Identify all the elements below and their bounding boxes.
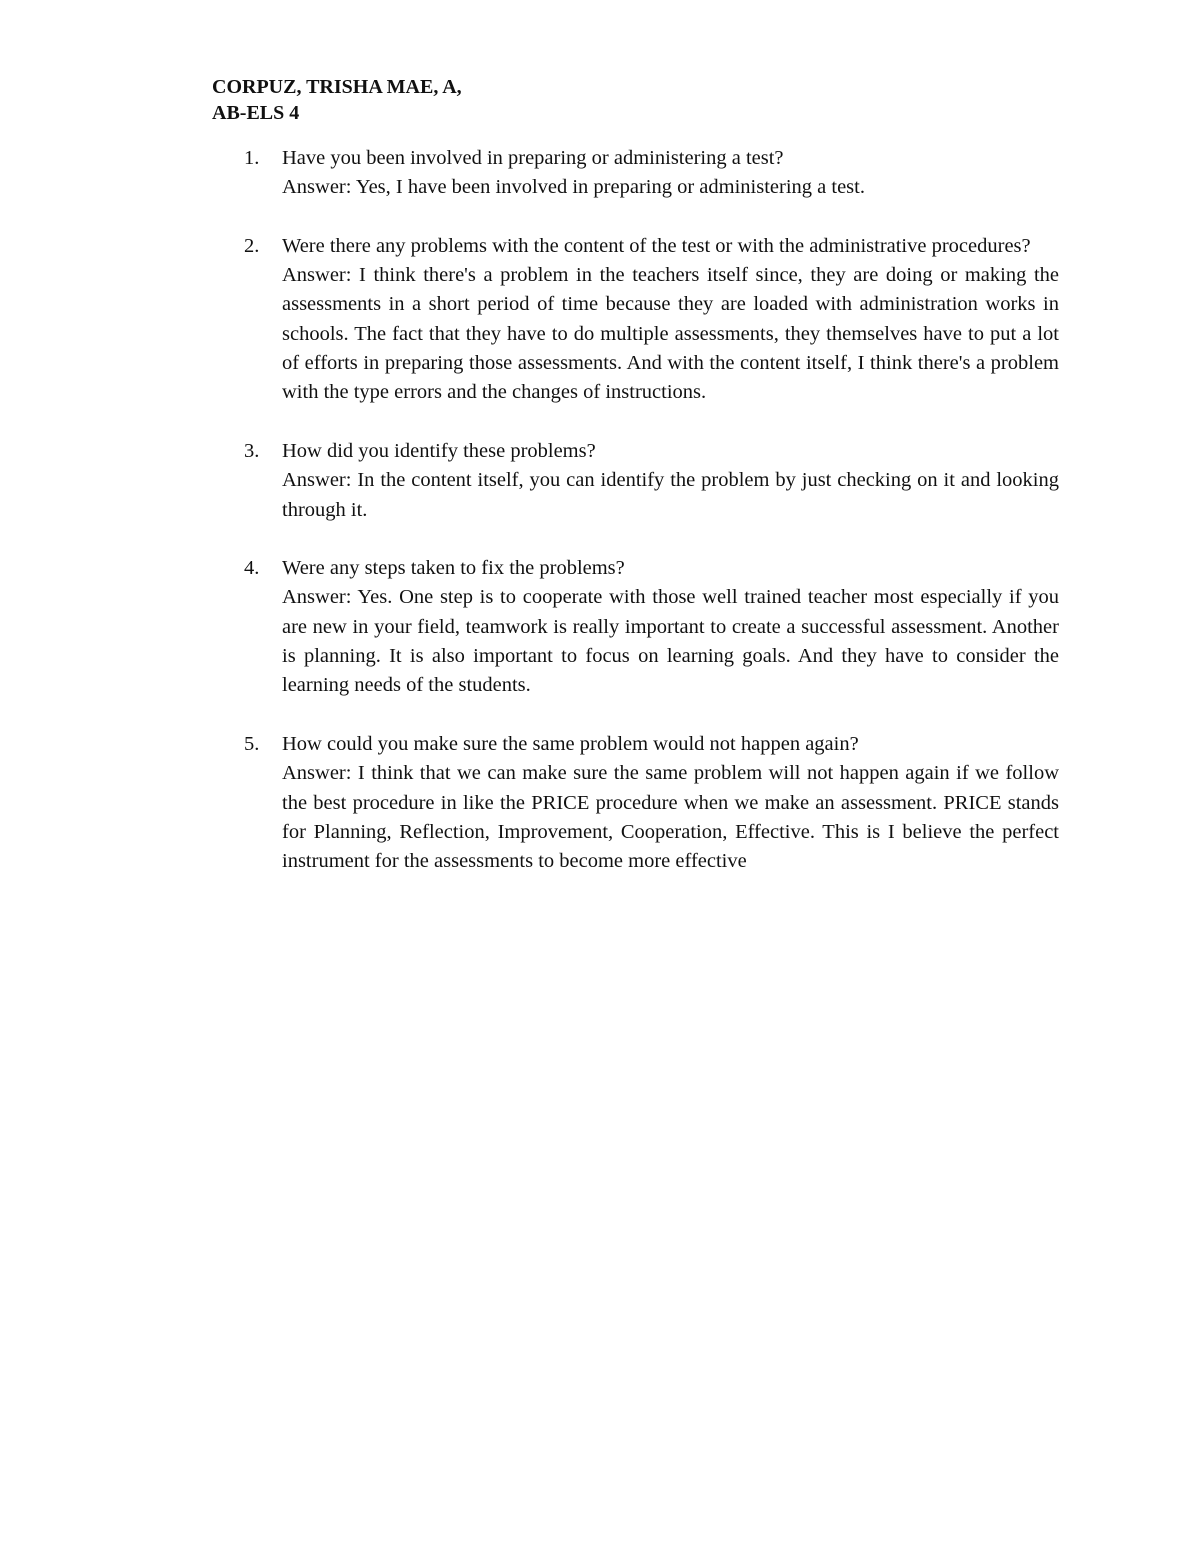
- question-text: Were there any problems with the content of the test or with the administrative procedures?: [282, 234, 1031, 257]
- question-body: [282, 437, 1059, 525]
- answer-text: Answer: Yes. One step is to cooperate with those well trained teacher most especially if you are new in your field, teamwork is really important to create a successful assessment. Another is planning. It is also important to focus on learning goals. And they have to consider the learning needs of the students.: [282, 586, 1059, 697]
- question-body: [282, 144, 1059, 203]
- question-text: How did you identify these problems?: [282, 439, 596, 462]
- question-item-1: [244, 144, 1059, 203]
- question-item-4: [244, 554, 1059, 700]
- question-body: [282, 232, 1059, 408]
- answer-text: Answer: I think there's a problem in the teachers itself since, they are doing or making the assessments in a short period of time because they are loaded with administration works in schools. The fact that they have to do multiple assessments, they themselves have to put a lot of efforts in preparing those assessments. And with the content itself, I think there's a problem with the type errors and the changes of instructions.: [282, 264, 1059, 404]
- question-item-5: [244, 730, 1059, 876]
- student-section: AB-ELS 4: [212, 102, 300, 124]
- question-item-2: [244, 232, 1059, 408]
- question-list: [244, 144, 1059, 906]
- question-number: 5.: [244, 732, 260, 755]
- question-number: 4.: [244, 557, 260, 580]
- answer-text: Answer: I think that we can make sure the same problem will not happen again if we follow the best procedure in like the PRICE procedure when we make an assessment. PRICE stands for Planning, Reflection, Improvement, Cooperation, Effective. This is I believe the perfect instrument for the assessments to become more effective: [282, 762, 1059, 873]
- question-body: [282, 730, 1059, 876]
- question-number: 3.: [244, 439, 260, 462]
- answer-text: Answer: In the content itself, you can identify the problem by just checking on it and looking through it.: [282, 469, 1059, 521]
- question-text: How could you make sure the same problem would not happen again?: [282, 732, 859, 755]
- answer-text: Answer: Yes, I have been involved in preparing or administering a test.: [282, 176, 865, 199]
- question-number: 2.: [244, 234, 260, 257]
- question-text: Have you been involved in preparing or administering a test?: [282, 147, 784, 169]
- student-name: CORPUZ, TRISHA MAE, A,: [212, 76, 462, 98]
- document-header: [212, 74, 462, 126]
- question-text: Were any steps taken to fix the problems?: [282, 557, 625, 580]
- question-item-3: [244, 437, 1059, 525]
- question-body: [282, 554, 1059, 700]
- question-number: 1.: [244, 147, 260, 169]
